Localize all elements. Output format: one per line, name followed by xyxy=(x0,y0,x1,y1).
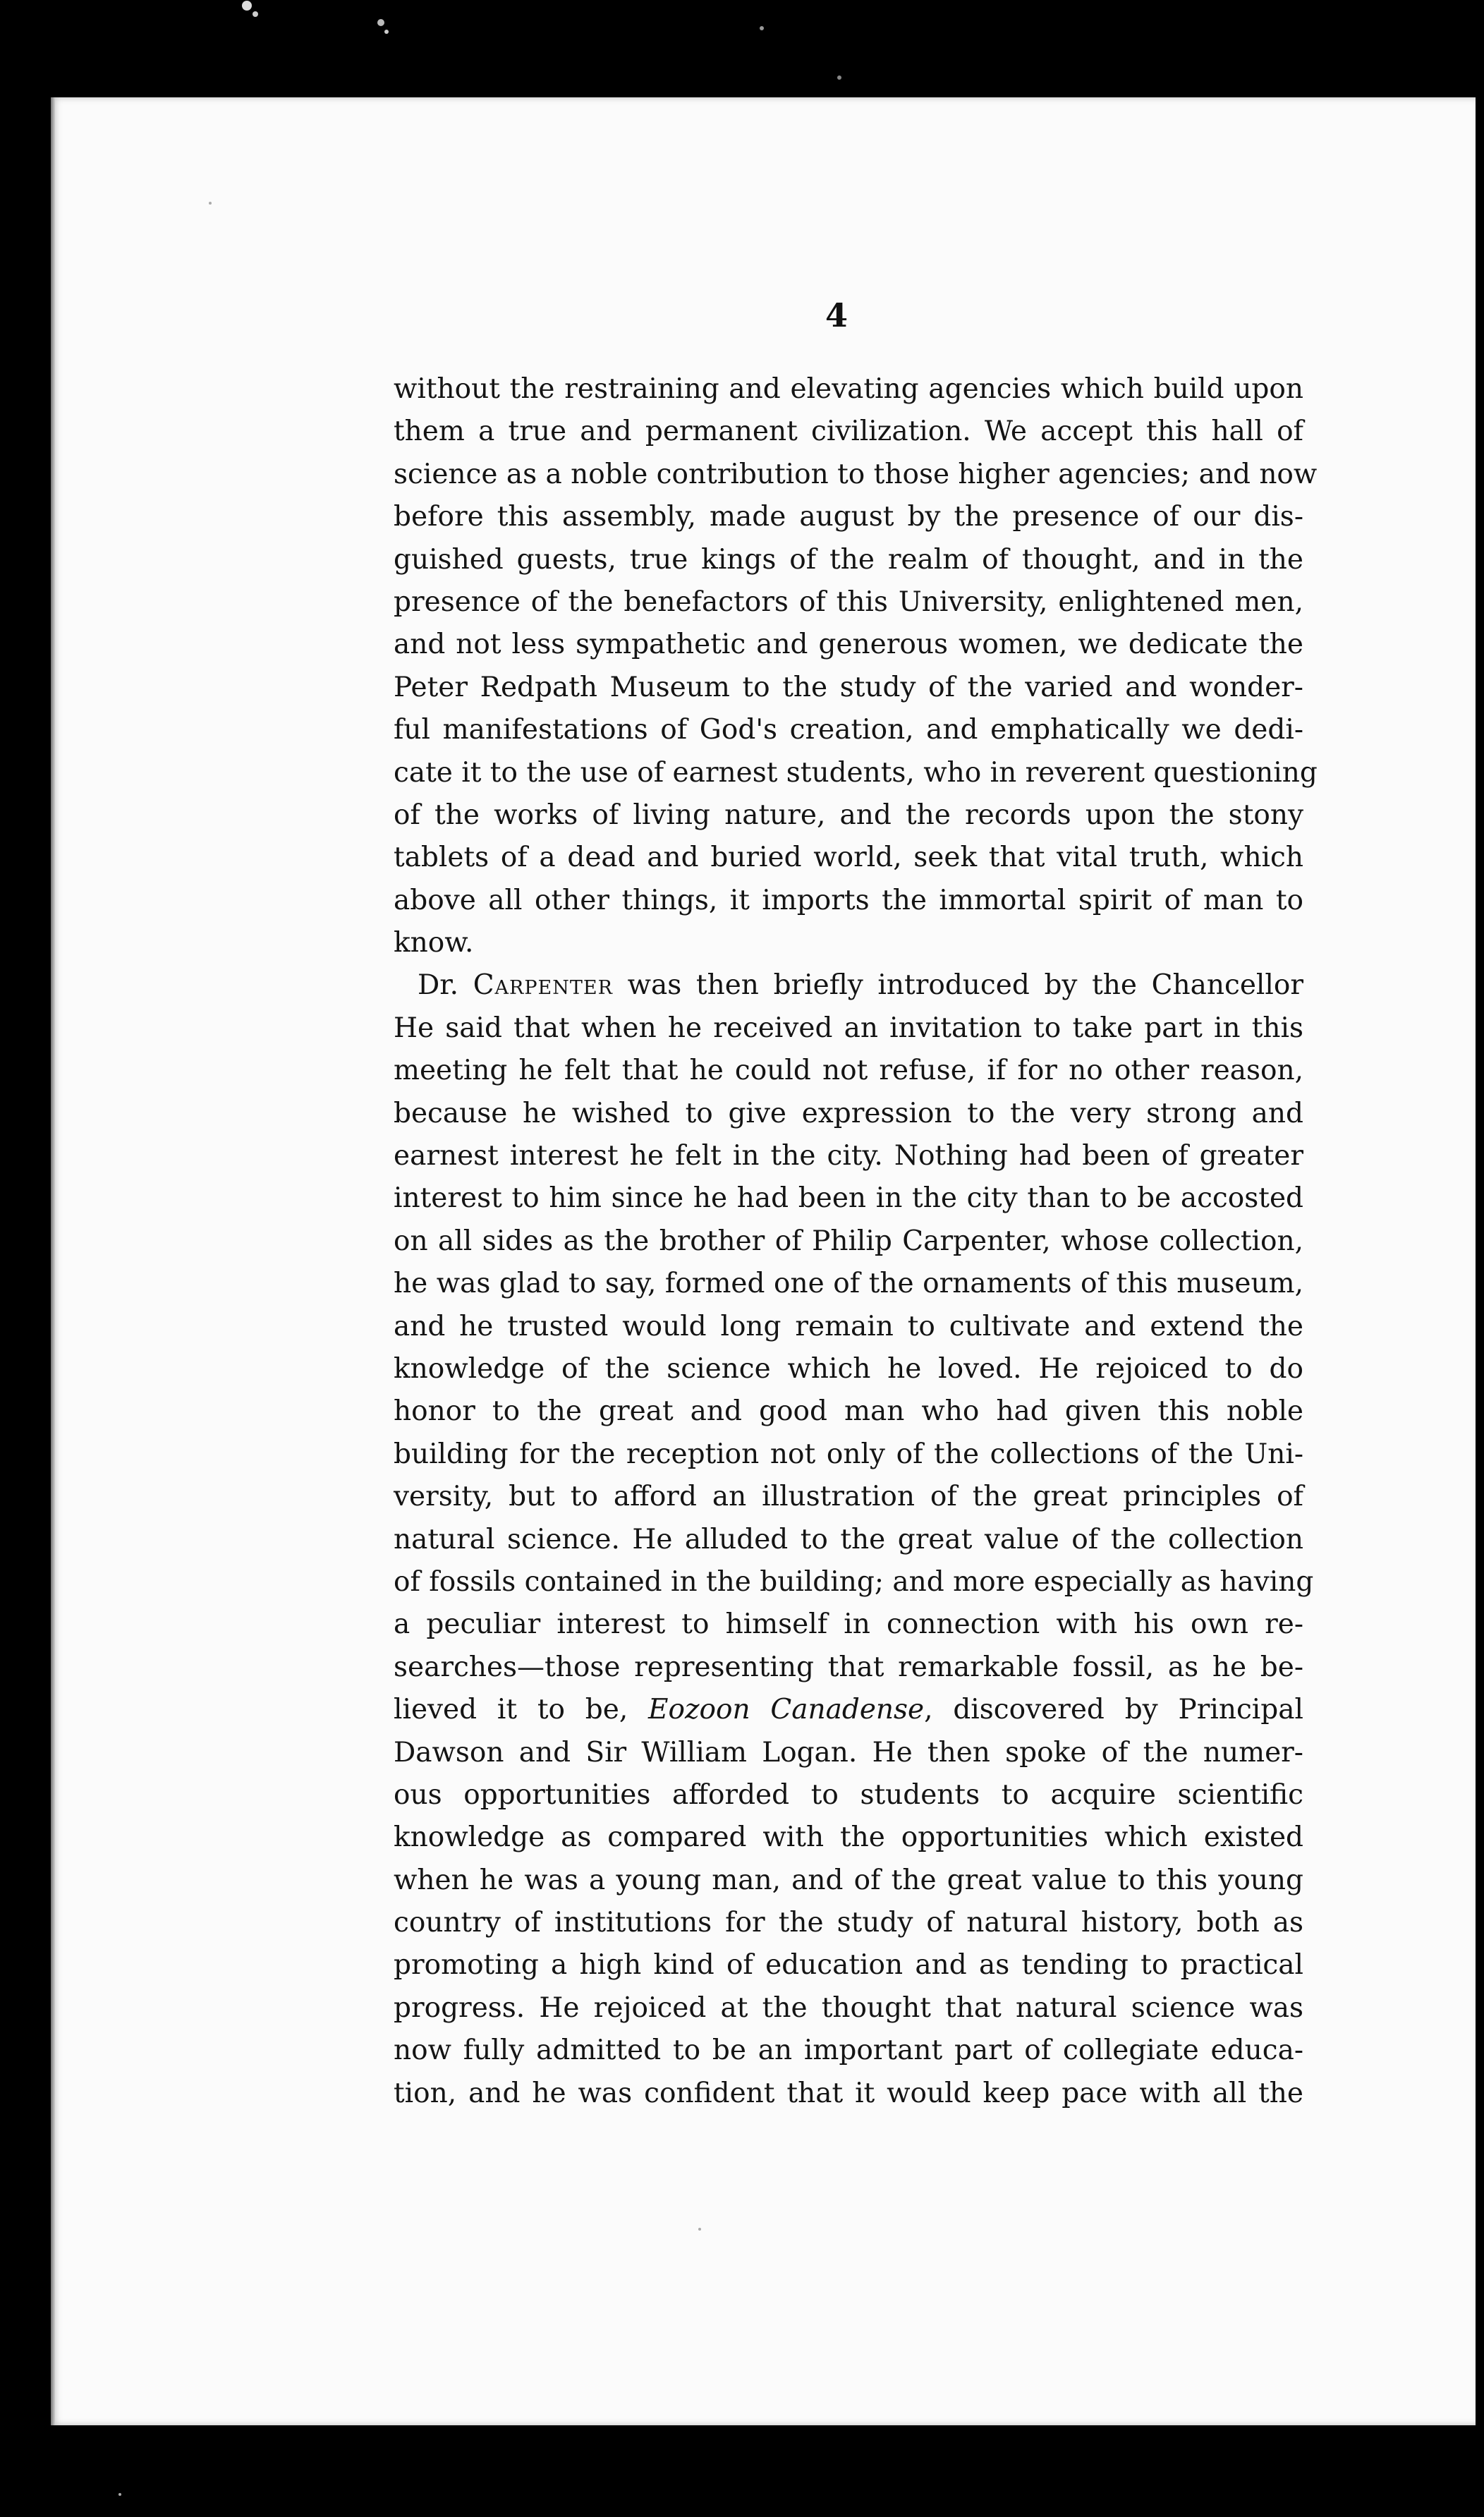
text-line: knowledge as compared with the opportunities which existed xyxy=(394,1821,1303,1854)
text-line: and not less sympathetic and generous women, we dedicate the xyxy=(394,629,1303,661)
text-line: before this assembly, made august by the presence of our dis- xyxy=(394,501,1303,533)
speaker-name: Carpenter xyxy=(473,969,613,1002)
text-segment: , discovered by Principal xyxy=(924,1694,1303,1726)
text-line-with-italic xyxy=(394,1689,1303,1731)
text-segment: lieved it to be, xyxy=(394,1694,628,1726)
text-line: now fully admitted to be an important part of collegiate educa- xyxy=(394,2034,1303,2067)
body-text xyxy=(394,368,1318,2115)
text-line: of fossils contained in the building; and more especially as having xyxy=(394,1565,1314,1598)
text-segment: was then briefly introduced by the Chancellor xyxy=(627,969,1303,1002)
text-line: above all other things, it imports the immortal spirit of man to xyxy=(394,884,1303,916)
text-line: of the works of living nature, and the records upon the stony xyxy=(394,799,1303,831)
page-number: 4 xyxy=(825,296,849,334)
text-line: ous opportunities afforded to students to acquire scientific xyxy=(394,1778,1303,1811)
text-line: interest to him since he had been in the city than to be accosted xyxy=(394,1182,1303,1215)
text-line: when he was a young man, and of the great value to this young xyxy=(394,1864,1303,1896)
text-line: He said that when he received an invitation to take part in this xyxy=(394,1012,1303,1044)
text-line: them a true and permanent civilization. We accept this hall of xyxy=(394,416,1303,448)
text-line: know. xyxy=(394,927,474,959)
text-line: because he wished to give expression to the very strong and xyxy=(394,1097,1303,1129)
text-line: without the restraining and elevating agencies which build upon xyxy=(394,373,1303,405)
text-line: guished guests, true kings of the realm of thought, and in the xyxy=(394,543,1303,576)
text-line: tablets of a dead and buried world, seek that vital truth, which xyxy=(394,842,1303,874)
text-line: country of institutions for the study of natural history, both as xyxy=(394,1907,1303,1939)
paragraph-start-line xyxy=(394,964,1303,1007)
text-line: honor to the great and good man who had given this noble xyxy=(394,1395,1303,1428)
fossil-name: Eozoon Canadense xyxy=(648,1694,925,1726)
text-line: meeting he felt that he could not refuse, if for no other reason, xyxy=(394,1055,1303,1087)
text-line: on all sides as the brother of Philip Carpenter, whose collection, xyxy=(394,1225,1303,1257)
text-line: natural science. He alluded to the great value of the collection xyxy=(394,1523,1303,1555)
text-line: versity, but to afford an illustration of the great principles of xyxy=(394,1481,1303,1513)
text-line: progress. He rejoiced at the thought that natural science was xyxy=(394,1991,1303,2024)
scan-noise xyxy=(0,0,1484,113)
speaker-prefix: Dr. xyxy=(418,969,459,1002)
text-line: earnest interest he felt in the city. Nothing had been of greater xyxy=(394,1140,1303,1172)
text-line: science as a noble contribution to those higher agencies; and now xyxy=(394,458,1318,490)
text-line: knowledge of the science which he loved. He rejoiced to do xyxy=(394,1352,1303,1385)
text-line: presence of the benefactors of this University, enlightened men, xyxy=(394,586,1303,618)
text-line: a peculiar interest to himself in connection with his own re- xyxy=(394,1608,1303,1641)
text-line: tion, and he was confident that it would keep pace with all the xyxy=(394,2077,1303,2109)
text-line: ful manifestations of God's creation, and emphatically we dedi- xyxy=(394,714,1303,746)
text-line: and he trusted would long remain to cultivate and extend the xyxy=(394,1310,1303,1342)
text-line: searches—those representing that remarkable fossil, as he be- xyxy=(394,1651,1303,1683)
text-line: Peter Redpath Museum to the study of the varied and wonder- xyxy=(394,671,1303,703)
text-line: Dawson and Sir William Logan. He then spoke of the numer- xyxy=(394,1736,1303,1769)
text-line: cate it to the use of earnest students, who in reverent questioning xyxy=(394,756,1318,789)
text-line: building for the reception not only of the collections of the Uni- xyxy=(394,1438,1303,1470)
text-line: he was glad to say, formed one of the ornaments of this museum, xyxy=(394,1268,1303,1300)
page-binding-edge xyxy=(51,97,55,2425)
text-line: promoting a high kind of education and as tending to practical xyxy=(394,1949,1303,1982)
